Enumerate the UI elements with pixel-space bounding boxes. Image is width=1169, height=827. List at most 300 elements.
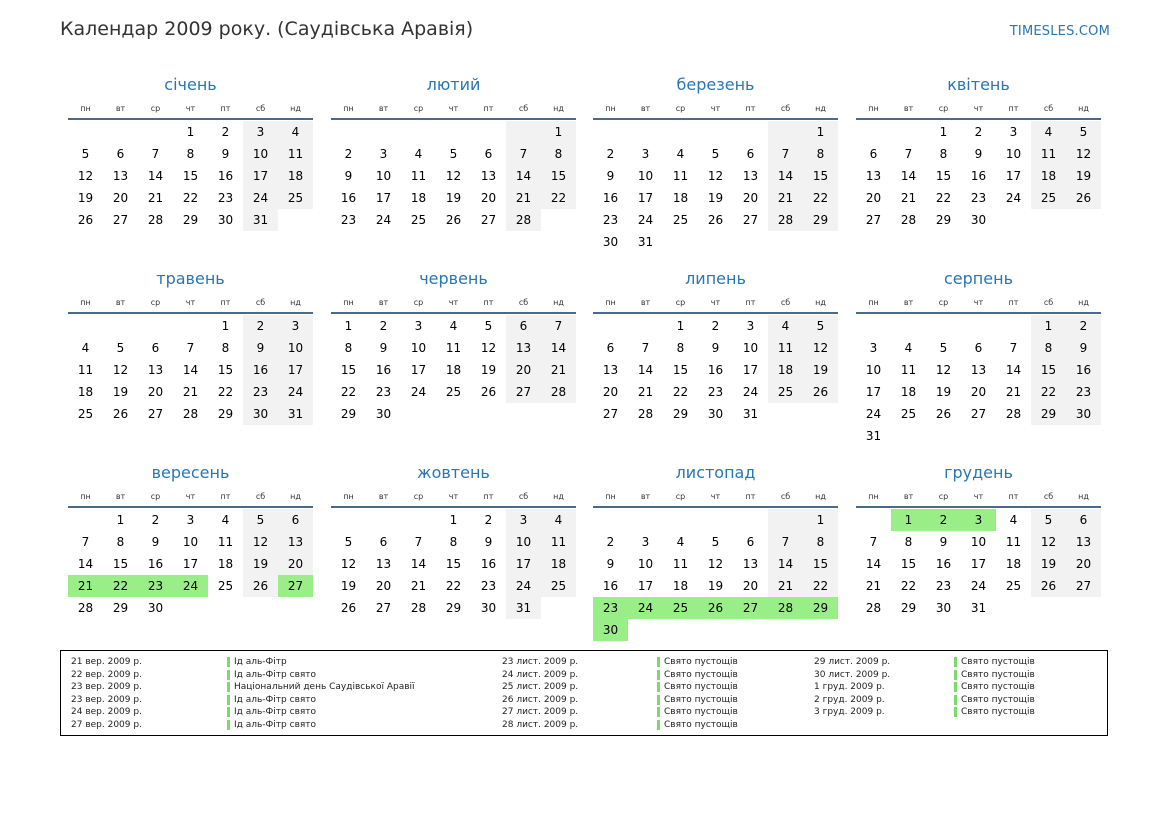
month-name: березень bbox=[676, 75, 755, 94]
day-cell: 21 bbox=[147, 191, 164, 205]
weekday-label: пн bbox=[80, 492, 91, 501]
day-cell: 6 bbox=[606, 341, 615, 355]
month-name: грудень bbox=[944, 463, 1013, 482]
holiday-day: 22 bbox=[103, 575, 138, 597]
month-2 bbox=[331, 74, 576, 231]
empty-cell bbox=[628, 509, 663, 531]
empty-cell bbox=[331, 509, 366, 531]
day-cell: 7 bbox=[768, 531, 803, 553]
weekday-label: вт bbox=[640, 492, 651, 501]
legend-color-marker bbox=[227, 682, 230, 692]
day-cell: 18 bbox=[410, 191, 427, 205]
day-cell: 5 bbox=[1066, 121, 1101, 143]
legend-holiday-name: Ід аль-Фітр bbox=[234, 657, 287, 667]
day-cell: 9 bbox=[1066, 337, 1101, 359]
day-cell: 22 bbox=[541, 187, 576, 209]
day-cell: 2 bbox=[221, 125, 230, 139]
days-grid bbox=[593, 120, 838, 253]
legend-holiday-name: Свято пустощів bbox=[664, 694, 738, 705]
weekday-label: нд bbox=[290, 104, 301, 113]
day-cell: 19 bbox=[445, 191, 462, 205]
day-cell: 4 bbox=[278, 121, 313, 143]
empty-cell bbox=[663, 509, 698, 531]
weekday-label: нд bbox=[290, 492, 301, 501]
day-cell: 10 bbox=[637, 169, 654, 183]
day-cell: 11 bbox=[217, 535, 234, 549]
day-cell: 11 bbox=[1031, 143, 1066, 165]
legend-date: 24 вер. 2009 р. bbox=[71, 707, 142, 718]
day-cell: 17 bbox=[375, 191, 392, 205]
day-cell: 22 bbox=[217, 385, 234, 399]
day-cell: 9 bbox=[974, 147, 983, 161]
weekday-label: сб bbox=[780, 298, 791, 307]
weekday-label: пт bbox=[220, 104, 231, 113]
legend-row bbox=[502, 706, 802, 719]
day-cell: 8 bbox=[676, 341, 685, 355]
day-cell: 1 bbox=[1031, 315, 1066, 337]
weekday-label: сб bbox=[780, 104, 791, 113]
legend-date: 23 лист. 2009 р. bbox=[502, 657, 579, 667]
empty-cell bbox=[698, 121, 733, 143]
day-cell: 8 bbox=[803, 531, 838, 553]
day-cell: 13 bbox=[112, 169, 129, 183]
holiday-legend bbox=[60, 650, 1108, 736]
legend-color-marker bbox=[954, 670, 957, 680]
day-cell: 19 bbox=[340, 579, 357, 593]
day-cell: 10 bbox=[637, 557, 654, 571]
legend-date: 29 лист. 2009 р. bbox=[814, 657, 891, 667]
day-cell: 18 bbox=[1005, 557, 1022, 571]
day-cell: 16 bbox=[1066, 359, 1101, 381]
day-cell: 13 bbox=[278, 531, 313, 553]
legend-holiday-name: Свято пустощів bbox=[961, 694, 1035, 705]
day-cell: 9 bbox=[221, 147, 230, 161]
month-name: квітень bbox=[947, 75, 1010, 94]
weekday-header bbox=[68, 488, 313, 506]
legend-color-marker bbox=[227, 670, 230, 680]
days-grid bbox=[856, 120, 1101, 231]
weekday-label: нд bbox=[1078, 492, 1089, 501]
day-cell: 25 bbox=[672, 213, 689, 227]
day-cell: 26 bbox=[445, 213, 462, 227]
day-cell: 19 bbox=[480, 363, 497, 377]
day-cell: 22 bbox=[803, 575, 838, 597]
legend-color-marker bbox=[657, 670, 660, 680]
empty-cell bbox=[506, 121, 541, 143]
day-cell: 17 bbox=[970, 557, 987, 571]
day-cell: 5 bbox=[1031, 509, 1066, 531]
month-8 bbox=[856, 268, 1101, 447]
day-cell: 15 bbox=[340, 363, 357, 377]
weekday-label: чт bbox=[973, 104, 984, 113]
day-cell: 10 bbox=[1005, 147, 1022, 161]
weekday-header bbox=[331, 488, 576, 506]
weekday-label: сб bbox=[518, 492, 529, 501]
day-cell: 7 bbox=[904, 147, 913, 161]
empty-cell bbox=[996, 315, 1031, 337]
legend-holiday-name: Ід аль-Фітр свято bbox=[234, 719, 317, 730]
weekday-label: пн bbox=[343, 104, 354, 113]
day-cell: 22 bbox=[900, 579, 917, 593]
weekday-label: нд bbox=[553, 104, 564, 113]
weekday-label: нд bbox=[553, 298, 564, 307]
legend-holiday-name: Свято пустощів bbox=[961, 707, 1035, 718]
day-cell: 12 bbox=[243, 531, 278, 553]
day-cell: 27 bbox=[742, 213, 759, 227]
legend-row bbox=[814, 694, 1114, 707]
weekday-label: пт bbox=[483, 492, 494, 501]
day-cell: 4 bbox=[676, 535, 685, 549]
day-cell: 17 bbox=[865, 385, 882, 399]
day-cell: 1 bbox=[344, 319, 353, 333]
legend-row bbox=[71, 681, 415, 694]
legend-row bbox=[814, 681, 1114, 694]
day-cell: 2 bbox=[1066, 315, 1101, 337]
legend-date: 27 вер. 2009 р. bbox=[71, 719, 142, 730]
legend-date: 24 лист. 2009 р. bbox=[502, 669, 579, 680]
day-cell: 1 bbox=[541, 121, 576, 143]
weekday-label: чт bbox=[710, 104, 721, 113]
day-cell: 22 bbox=[1031, 381, 1066, 403]
day-cell: 16 bbox=[147, 557, 164, 571]
day-cell: 15 bbox=[112, 557, 129, 571]
day-cell: 27 bbox=[112, 213, 129, 227]
weekday-label: вт bbox=[903, 298, 914, 307]
empty-cell bbox=[436, 121, 471, 143]
day-cell: 27 bbox=[480, 213, 497, 227]
day-cell: 10 bbox=[182, 535, 199, 549]
legend-row bbox=[502, 719, 802, 732]
day-cell: 9 bbox=[711, 341, 720, 355]
days-grid bbox=[331, 508, 576, 619]
day-cell: 21 bbox=[1005, 385, 1022, 399]
legend-color-marker bbox=[227, 707, 230, 717]
day-cell: 12 bbox=[1031, 531, 1066, 553]
legend-holiday-name: Свято пустощів bbox=[664, 707, 738, 718]
holiday-day: 29 bbox=[803, 597, 838, 619]
weekday-header bbox=[856, 488, 1101, 506]
day-cell: 18 bbox=[541, 553, 576, 575]
day-cell: 4 bbox=[676, 147, 685, 161]
day-cell: 5 bbox=[243, 509, 278, 531]
day-cell: 8 bbox=[1031, 337, 1066, 359]
weekday-label: чт bbox=[710, 492, 721, 501]
day-cell: 20 bbox=[865, 191, 882, 205]
holiday-day: 30 bbox=[593, 619, 628, 641]
day-cell: 5 bbox=[711, 535, 720, 549]
legend-row bbox=[814, 656, 1114, 669]
day-cell: 9 bbox=[344, 169, 353, 183]
day-cell: 20 bbox=[375, 579, 392, 593]
day-cell: 8 bbox=[344, 341, 353, 355]
legend-holiday-name: Свято пустощів bbox=[961, 669, 1035, 680]
empty-cell bbox=[401, 509, 436, 531]
month-9 bbox=[68, 462, 313, 619]
day-cell: 5 bbox=[81, 147, 90, 161]
legend-date: 26 лист. 2009 р. bbox=[502, 694, 579, 705]
day-cell: 25 bbox=[445, 385, 462, 399]
day-cell: 25 bbox=[77, 407, 94, 421]
day-cell: 28 bbox=[77, 601, 94, 615]
weekday-label: вт bbox=[378, 298, 389, 307]
day-cell: 18 bbox=[217, 557, 234, 571]
weekday-label: чт bbox=[185, 298, 196, 307]
weekday-label: чт bbox=[448, 298, 459, 307]
day-cell: 8 bbox=[186, 147, 195, 161]
day-cell: 29 bbox=[217, 407, 234, 421]
day-cell: 1 bbox=[186, 125, 195, 139]
day-cell: 4 bbox=[904, 341, 913, 355]
day-cell: 6 bbox=[278, 509, 313, 531]
month-name: липень bbox=[685, 269, 746, 288]
holiday-day: 21 bbox=[68, 575, 103, 597]
day-cell: 23 bbox=[340, 213, 357, 227]
day-cell: 2 bbox=[151, 513, 160, 527]
legend-date: 3 груд. 2009 р. bbox=[814, 707, 885, 718]
legend-color-marker bbox=[657, 682, 660, 692]
day-cell: 11 bbox=[768, 337, 803, 359]
day-cell: 13 bbox=[506, 337, 541, 359]
holiday-day: 26 bbox=[698, 597, 733, 619]
weekday-label: вт bbox=[903, 104, 914, 113]
empty-cell bbox=[926, 315, 961, 337]
day-cell: 17 bbox=[742, 363, 759, 377]
day-cell: 16 bbox=[243, 359, 278, 381]
empty-cell bbox=[471, 121, 506, 143]
day-cell: 28 bbox=[900, 213, 917, 227]
day-cell: 1 bbox=[221, 319, 230, 333]
month-7 bbox=[593, 268, 838, 425]
days-grid bbox=[593, 508, 838, 641]
day-cell: 2 bbox=[974, 125, 983, 139]
day-cell: 10 bbox=[375, 169, 392, 183]
weekday-label: пн bbox=[80, 298, 91, 307]
day-cell: 27 bbox=[147, 407, 164, 421]
weekday-label: вт bbox=[115, 492, 126, 501]
weekday-label: сб bbox=[780, 492, 791, 501]
weekday-label: чт bbox=[185, 492, 196, 501]
day-cell: 2 bbox=[606, 535, 615, 549]
weekday-label: пт bbox=[745, 492, 756, 501]
legend-color-marker bbox=[657, 720, 660, 730]
day-cell: 23 bbox=[602, 213, 619, 227]
legend-row bbox=[502, 669, 802, 682]
day-cell: 23 bbox=[217, 191, 234, 205]
day-cell: 19 bbox=[112, 385, 129, 399]
day-cell: 19 bbox=[1066, 165, 1101, 187]
day-cell: 2 bbox=[379, 319, 388, 333]
day-cell: 18 bbox=[445, 363, 462, 377]
month-name: жовтень bbox=[417, 463, 490, 482]
empty-cell bbox=[68, 509, 103, 531]
legend-row bbox=[71, 719, 371, 732]
day-cell: 10 bbox=[243, 143, 278, 165]
day-cell: 30 bbox=[707, 407, 724, 421]
day-cell: 31 bbox=[865, 429, 882, 443]
legend-color-marker bbox=[657, 707, 660, 717]
day-cell: 15 bbox=[900, 557, 917, 571]
empty-cell bbox=[768, 509, 803, 531]
day-cell: 7 bbox=[1009, 341, 1018, 355]
holiday-day: 27 bbox=[278, 575, 313, 597]
weekday-label: пн bbox=[343, 298, 354, 307]
day-cell: 9 bbox=[606, 557, 615, 571]
day-cell: 25 bbox=[410, 213, 427, 227]
day-cell: 23 bbox=[1066, 381, 1101, 403]
legend-color-marker bbox=[657, 657, 660, 667]
day-cell: 24 bbox=[410, 385, 427, 399]
day-cell: 19 bbox=[707, 191, 724, 205]
day-cell: 30 bbox=[935, 601, 952, 615]
day-cell: 25 bbox=[1031, 187, 1066, 209]
day-cell: 5 bbox=[344, 535, 353, 549]
day-cell: 18 bbox=[672, 191, 689, 205]
day-cell: 11 bbox=[1005, 535, 1022, 549]
day-cell: 11 bbox=[672, 169, 689, 183]
day-cell: 29 bbox=[1031, 403, 1066, 425]
holiday-day: 27 bbox=[733, 597, 768, 619]
empty-cell bbox=[68, 121, 103, 143]
weekday-label: вт bbox=[115, 104, 126, 113]
day-cell: 8 bbox=[221, 341, 230, 355]
day-cell: 27 bbox=[865, 213, 882, 227]
day-cell: 15 bbox=[541, 165, 576, 187]
weekday-header bbox=[593, 294, 838, 312]
day-cell: 7 bbox=[869, 535, 878, 549]
day-cell: 28 bbox=[506, 209, 541, 231]
weekday-label: пн bbox=[80, 104, 91, 113]
day-cell: 8 bbox=[116, 535, 125, 549]
month-3 bbox=[593, 74, 838, 253]
day-cell: 22 bbox=[340, 385, 357, 399]
day-cell: 11 bbox=[77, 363, 94, 377]
day-cell: 3 bbox=[746, 319, 755, 333]
day-cell: 14 bbox=[637, 363, 654, 377]
day-cell: 8 bbox=[541, 143, 576, 165]
weekday-label: сб bbox=[518, 104, 529, 113]
month-name: листопад bbox=[675, 463, 756, 482]
day-cell: 21 bbox=[768, 187, 803, 209]
day-cell: 30 bbox=[217, 213, 234, 227]
day-cell: 24 bbox=[637, 213, 654, 227]
weekday-label: ср bbox=[150, 298, 161, 307]
weekday-label: нд bbox=[290, 298, 301, 307]
day-cell: 29 bbox=[112, 601, 129, 615]
legend-color-marker bbox=[227, 720, 230, 730]
legend-color-marker bbox=[954, 657, 957, 667]
weekday-label: пн bbox=[605, 298, 616, 307]
day-cell: 30 bbox=[480, 601, 497, 615]
empty-cell bbox=[733, 509, 768, 531]
month-5 bbox=[68, 268, 313, 425]
weekday-label: пт bbox=[745, 104, 756, 113]
day-cell: 22 bbox=[935, 191, 952, 205]
day-cell: 14 bbox=[410, 557, 427, 571]
day-cell: 24 bbox=[1005, 191, 1022, 205]
day-cell: 19 bbox=[77, 191, 94, 205]
empty-cell bbox=[768, 121, 803, 143]
day-cell: 19 bbox=[243, 553, 278, 575]
empty-cell bbox=[628, 121, 663, 143]
day-cell: 5 bbox=[939, 341, 948, 355]
day-cell: 16 bbox=[935, 557, 952, 571]
day-cell: 21 bbox=[900, 191, 917, 205]
day-cell: 30 bbox=[375, 407, 392, 421]
day-cell: 19 bbox=[1031, 553, 1066, 575]
legend-row bbox=[71, 669, 371, 682]
weekday-label: ср bbox=[938, 298, 949, 307]
day-cell: 27 bbox=[506, 381, 541, 403]
day-cell: 4 bbox=[81, 341, 90, 355]
legend-row bbox=[502, 694, 802, 707]
day-cell: 3 bbox=[641, 535, 650, 549]
holiday-day: 28 bbox=[768, 597, 803, 619]
day-cell: 24 bbox=[243, 187, 278, 209]
day-cell: 8 bbox=[904, 535, 913, 549]
day-cell: 15 bbox=[182, 169, 199, 183]
day-cell: 23 bbox=[375, 385, 392, 399]
day-cell: 28 bbox=[541, 381, 576, 403]
legend-color-marker bbox=[227, 695, 230, 705]
day-cell: 13 bbox=[147, 363, 164, 377]
day-cell: 22 bbox=[803, 187, 838, 209]
weekday-label: нд bbox=[1078, 298, 1089, 307]
day-cell: 9 bbox=[939, 535, 948, 549]
day-cell: 27 bbox=[602, 407, 619, 421]
day-cell: 29 bbox=[900, 601, 917, 615]
day-cell: 19 bbox=[803, 359, 838, 381]
day-cell: 26 bbox=[707, 213, 724, 227]
empty-cell bbox=[138, 315, 173, 337]
month-name: вересень bbox=[151, 463, 230, 482]
day-cell: 20 bbox=[970, 385, 987, 399]
legend-color-marker bbox=[954, 682, 957, 692]
legend-holiday-name: Національний день Саудівської Аравії bbox=[234, 682, 415, 693]
day-cell: 13 bbox=[602, 363, 619, 377]
empty-cell bbox=[856, 121, 891, 143]
day-cell: 17 bbox=[637, 579, 654, 593]
day-cell: 2 bbox=[606, 147, 615, 161]
weekday-header bbox=[856, 294, 1101, 312]
day-cell: 28 bbox=[147, 213, 164, 227]
empty-cell bbox=[401, 121, 436, 143]
day-cell: 25 bbox=[541, 575, 576, 597]
legend-row bbox=[502, 656, 802, 669]
day-cell: 20 bbox=[147, 385, 164, 399]
site-link[interactable]: TIMESLES.COM bbox=[1009, 24, 1110, 39]
days-grid bbox=[68, 508, 313, 619]
weekday-label: ср bbox=[413, 298, 424, 307]
day-cell: 2 bbox=[243, 315, 278, 337]
day-cell: 4 bbox=[541, 509, 576, 531]
empty-cell bbox=[856, 315, 891, 337]
empty-cell bbox=[891, 315, 926, 337]
day-cell: 2 bbox=[711, 319, 720, 333]
day-cell: 4 bbox=[1009, 513, 1018, 527]
day-cell: 29 bbox=[803, 209, 838, 231]
day-cell: 1 bbox=[676, 319, 685, 333]
month-name: серпень bbox=[944, 269, 1013, 288]
empty-cell bbox=[733, 121, 768, 143]
month-name: травень bbox=[156, 269, 225, 288]
day-cell: 21 bbox=[541, 359, 576, 381]
day-cell: 12 bbox=[707, 169, 724, 183]
day-cell: 11 bbox=[278, 143, 313, 165]
day-cell: 3 bbox=[506, 509, 541, 531]
legend-row bbox=[71, 706, 371, 719]
day-cell: 18 bbox=[278, 165, 313, 187]
weekday-label: сб bbox=[1043, 104, 1054, 113]
